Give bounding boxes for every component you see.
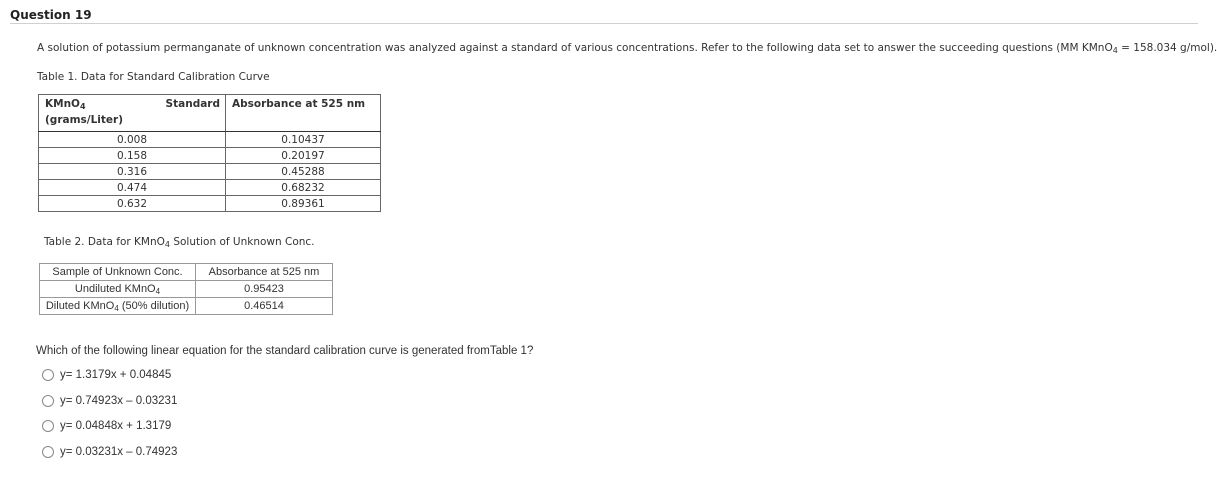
answer-option-2[interactable] (42, 395, 177, 407)
table1-header-concentration (39, 95, 226, 132)
table1-header-units: (grams/Liter) (45, 114, 124, 126)
option-label: y= 1.3179x + 0.04845 (60, 369, 172, 381)
table2-header-row (40, 264, 333, 281)
table-row (39, 180, 381, 196)
radio-button[interactable] (42, 446, 54, 458)
title-divider (10, 23, 1198, 24)
table1-conc-cell: 0.316 (39, 164, 226, 180)
table2-caption-end: Solution of Unknown Conc. (170, 236, 315, 248)
prompt-subscript: 4 (1112, 46, 1118, 55)
table1-abs-cell: 0.89361 (226, 196, 381, 212)
table-row (39, 196, 381, 212)
table2-header-absorbance: Absorbance at 525 nm (196, 264, 333, 281)
question-ask: Which of the following linear equation for the standard calibration curve is generated fromTable 1? (36, 345, 534, 357)
table-row (40, 281, 333, 298)
prompt-text-start: A solution of potassium permanganate of unknown concentration was analyzed against a standard of various concentrations. Refer to the following data set to answer the succeeding questions (MM KMnO (37, 42, 1113, 54)
table2-caption (44, 236, 315, 249)
table2-header-sample: Sample of Unknown Conc. (40, 264, 196, 281)
option-label: y= 0.04848x + 1.3179 (60, 420, 172, 432)
table2-caption-start: Table 2. Data for KMnO (44, 236, 165, 248)
table-row (39, 148, 381, 164)
table2-sample-cell: Undiluted KMnO$_4$ (40, 281, 196, 298)
question-title: Question 19 (10, 8, 92, 22)
radio-button[interactable] (42, 369, 54, 381)
table1-conc-cell: 0.474 (39, 180, 226, 196)
table1-conc-cell: 0.158 (39, 148, 226, 164)
prompt-text-end: = 158.034 g/mol). (1117, 42, 1217, 54)
table1-abs-cell: 0.68232 (226, 180, 381, 196)
table1-header-kmno4: KMnO$_4$ (45, 98, 86, 111)
table1-conc-cell: 0.008 (39, 132, 226, 148)
option-label: y= 0.03231x – 0.74923 (60, 446, 178, 458)
radio-button[interactable] (42, 395, 54, 407)
radio-button[interactable] (42, 420, 54, 432)
answer-option-4[interactable] (42, 446, 177, 458)
table-row (39, 164, 381, 180)
table2-sample-cell: Diluted KMnO$_4$ (50% dilution) (40, 298, 196, 315)
table1-abs-cell: 0.45288 (226, 164, 381, 180)
table1-abs-cell: 0.20197 (226, 148, 381, 164)
table2-caption-subscript: 4 (164, 240, 170, 249)
table2-unknown-concentration (39, 263, 333, 315)
table1-abs-cell: 0.10437 (226, 132, 381, 148)
table1-caption: Table 1. Data for Standard Calibration Curve (37, 71, 270, 83)
table2-abs-cell: 0.46514 (196, 298, 333, 315)
option-label: y= 0.74923x – 0.03231 (60, 395, 178, 407)
answer-option-3[interactable] (42, 420, 171, 432)
question-prompt (37, 42, 1217, 55)
table2-abs-cell: 0.95423 (196, 281, 333, 298)
answer-option-1[interactable] (42, 369, 171, 381)
table-row (40, 298, 333, 315)
table-row (39, 132, 381, 148)
table1-standard-calibration (38, 94, 381, 212)
table1-header-absorbance: Absorbance at 525 nm (226, 95, 381, 132)
table1-conc-cell: 0.632 (39, 196, 226, 212)
table1-header-row (39, 95, 381, 132)
table1-header-standard: Standard (165, 98, 220, 110)
